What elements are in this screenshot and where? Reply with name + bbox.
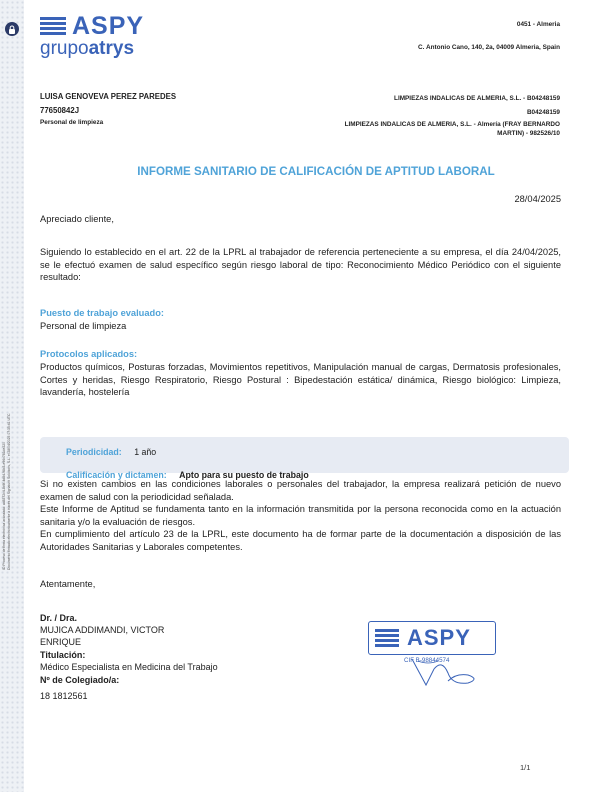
company-line-1: LIMPIEZAS INDALICAS DE ALMERIA, S.L. - B04248159 (394, 95, 560, 102)
college-label: Nº de Colegiado/a: (40, 675, 120, 685)
qualification-label: Calificación y dictamen: (66, 470, 167, 480)
doctor-name: MUJICA ADDIMANDI, VICTOR ENRIQUE (40, 625, 165, 647)
office-code: 0451 - Almeria (516, 21, 560, 28)
stamp-brand: ASPY (407, 625, 471, 650)
stamp-stripes-icon (375, 629, 399, 647)
signature-line-1: ID Proceso de firma electrónica avanzada: ad8372c4-8c9f-4d84-98c3-e96c781de220 (2, 442, 6, 570)
company-logo (40, 14, 170, 60)
logo-stripes-icon (40, 17, 66, 35)
report-title: INFORME SANITARIO DE CALIFICACIÓN DE APTITUD LABORAL (137, 165, 495, 178)
closing: Atentamente, (40, 579, 96, 589)
company-stamp (368, 621, 496, 691)
worker-id: 77650842J (40, 106, 80, 115)
report-date: 28/04/2025 (514, 194, 561, 204)
periodicity-value: 1 año (134, 447, 157, 457)
degree-value: Médico Especialista en Medicina del Trabajo (40, 662, 218, 672)
worker-name: LUISA GENOVEVA PEREZ PAREDES (40, 92, 177, 101)
paragraph-basis: Este Informe de Aptitud se fundamenta tanto en la información transmitida por la persona reconocida como en la actuación sanitaria y/o la evaluación de riesgos. (40, 504, 561, 527)
qualification-value: Apto para su puesto de trabajo (179, 470, 309, 480)
logo-brand: ASPY (72, 12, 145, 40)
doctor-block (40, 612, 230, 702)
worker-block (40, 90, 240, 127)
lock-icon (5, 22, 19, 36)
company-line-3: LIMPIEZAS INDALICAS DE ALMERIA, S.L. - Almería (FRAY BERNARDO (344, 121, 560, 128)
protocols-value: Productos químicos, Posturas forzadas, Movimientos repetitivos, Manipulación manual de cargas, Dermatosis profesionales, Cortes y heridas, Riesgo Respiratorio, Riesgo Postural : Bipedestación estática/ dinámica, Riesgo biológico: Limpieza, lavandería, hostelería (40, 362, 561, 397)
periodicity-row (66, 442, 366, 460)
greeting: Apreciado cliente, (40, 214, 114, 224)
company-line-4: MARTIN) - 982526/10 (497, 130, 560, 137)
page-number: 1/1 (520, 763, 531, 772)
signature-vertical-text (2, 240, 18, 570)
degree-label: Titulación: (40, 650, 86, 660)
office-address: C. Antonio Cano, 140, 2a, 04009 Almeria, Spain (418, 44, 560, 51)
paragraph-compliance: En cumplimiento del artículo 23 de la LPRL, este documento ha de formar parte de la documentación a disposición de las Autoridades Sanitarias y Laborales competentes. (40, 529, 561, 552)
worker-role: Personal de limpieza (40, 119, 104, 126)
handwritten-signature (408, 655, 488, 691)
stamp-box (368, 621, 496, 655)
company-line-2: B04248159 (526, 109, 560, 116)
company-block (300, 91, 560, 138)
logo-group-bold: atrys (88, 38, 135, 59)
protocols-label: Protocolos aplicados: (40, 349, 138, 359)
job-value: Personal de limpieza (40, 321, 127, 331)
periodicity-label: Periodicidad: (66, 447, 122, 457)
doctor-title-label: Dr. / Dra. (40, 613, 78, 623)
paragraph-conditions: Si no existen cambios en las condiciones laborales o personales del trabajador, la empresa realizará petición de nuevo examen de salud con la periodicidad señalada. (40, 479, 561, 502)
signature-line-2: Documento firmado electrónicamente a través del Signaturit Solutions, S.L. el 28/04/2025 07:35:41 UTC (7, 413, 11, 570)
logo-group: grupo (40, 38, 89, 59)
job-label: Puesto de trabajo evaluado: (40, 308, 164, 318)
stamp-cif: CIF B-98844574 (404, 657, 450, 664)
intro-paragraph: Siguiendo lo establecido en el art. 22 de la LPRL al trabajador de referencia perteneciente a su empresa, el día 24/04/2025, se le efectuó examen de salud específico según riesgo laboral de tipo: Reconocimiento Médico Periódico con el siguiente resultado: (40, 247, 561, 282)
college-value: 18 1812561 (40, 691, 88, 701)
